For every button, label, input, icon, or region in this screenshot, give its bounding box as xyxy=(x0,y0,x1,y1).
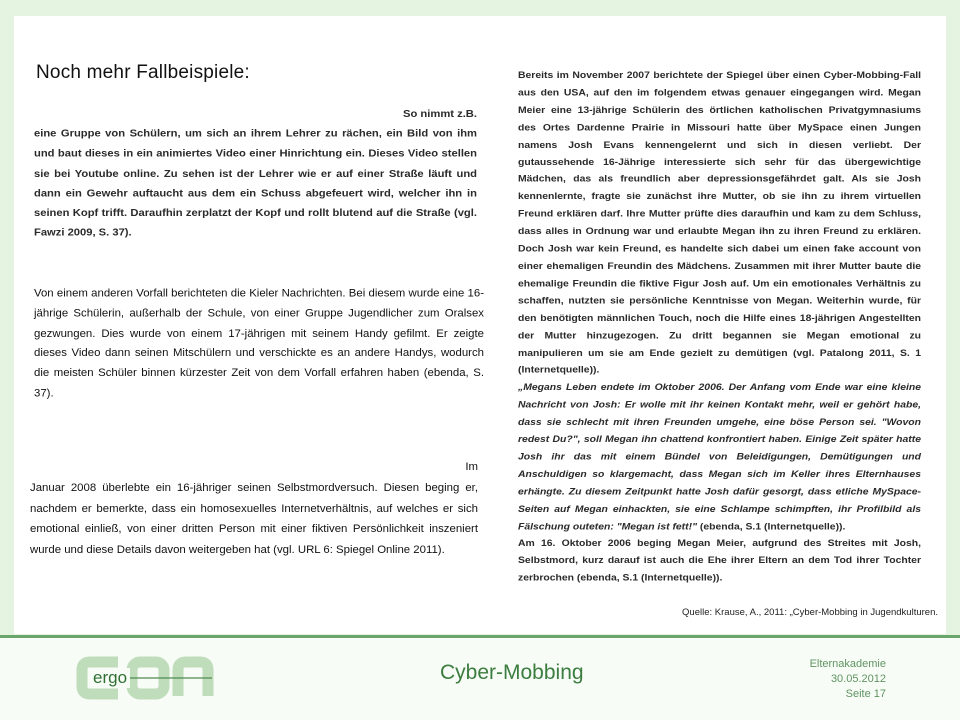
footer-date: 30.05.2012 xyxy=(830,673,886,685)
slide-title: Noch mehr Fallbeispiele: xyxy=(36,62,250,83)
ergo-con-logo xyxy=(76,650,216,706)
footer-meta xyxy=(810,657,886,702)
paragraph-3: Am 16. Oktober 2006 beging Megan Meier, aufgrund des Streites mit Josh, Selbstmord, kurz darauf ist auch die Ehe ihrer Eltern an dem Tod ihrer Tochter zerbrochen (ebenda, S.1 (Internetquelle)). xyxy=(518,538,921,584)
quote-italic: „Megans Leben endete im Oktober 2006. Der Anfang vom Ende war eine kleine Nachricht von Josh: Er wolle mit ihr keinen Kontakt mehr, weil er gehört habe, dass sie schlecht mit ihren Freunden umgehe, eine böse Person sei. "Wovon redest Du?", soll Megan ihn chattend konfrontiert haben. Einige Zeit später hatte Josh ihr das mit einem Bündel von Beleidigungen, Demütigungen und Anschuldigen so klargemacht, dass Megan sich im Keller ihres Elternhauses erhängte. Zu diesem Zeitpunkt hatte Josh dafür gesorgt, dass etliche MySpace-Seiten auf Megan einhackten, sie eine Schlampe schimpften, ihr Profilbild als Fälschung outeten: "Megan ist fett!" xyxy=(518,382,921,532)
source-citation: Quelle: Krause, A., 2011: „Cyber-Mobbing in Jugendkulturen. xyxy=(682,607,938,618)
case-text-kieler-nachrichten xyxy=(34,284,484,404)
case-text-suicide-attempt xyxy=(30,457,478,561)
footer-organization: Elternakademie xyxy=(809,658,886,670)
megan-meier-case-text xyxy=(518,68,921,588)
case-lead-text: Im xyxy=(465,461,478,473)
quote-citation: (ebenda, S.1 (Internetquelle)). xyxy=(699,521,846,532)
footer-page-number: Seite 17 xyxy=(845,688,886,700)
case-text-video-execution xyxy=(34,105,477,243)
case-body-text: eine Gruppe von Schülern, um sich an ihrem Lehrer zu rächen, ein Bild von ihm und baut dieses in ein animiertes Video einer Hinrichtung ein. Dieses Video stellen sie bei Youtube online. Zu sehen ist der Lehrer wie er auf einer Straße läuft und dann ein Gewehr auftaucht aus dem ein Schuss abgefeuert wird, welcher ihn in seinen Kopf trifft. Daraufhin zerplatzt der Kopf und rollt blutend auf die Straße (vgl. Fawzi 2009, S. 37). xyxy=(34,128,477,239)
footer-title: Cyber-Mobbing xyxy=(440,661,584,684)
case-lead-text: So nimmt z.B. xyxy=(403,108,477,120)
paragraph-2 xyxy=(518,380,921,536)
case-body-text: Von einem anderen Vorfall berichteten die Kieler Nachrichten. Bei diesem wurde eine 16-jährige Schülerin, außerhalb der Schule, von einer Gruppe Jugendlicher zum Oralsex gezwungen. Dies wurde von einem 17-jährigen mit seinem Handy gefilmt. Er zeigte dieses Video dann seinen Mitschülern und verschickte es an andere Handys, wodurch die meisten Schüler binnen kürzester Zeit von dem Vorfall erfahren haben (ebenda, S. 37). xyxy=(34,287,484,400)
case-body-text: Januar 2008 überlebte ein 16-jähriger seinen Selbstmordversuch. Diesen beging er, nachdem er bemerkte, dass ein homosexuelles Internetverhältnis, auf welches er sich emotional einließ, von einer dritten Person mit einer fiktiven Persönlichkeit inszeniert wurde und diese Details davon weitergeben hat (vgl. URL 6: Spiegel Online 2011). xyxy=(30,481,478,557)
paragraph-1: Bereits im November 2007 berichtete der Spiegel über einen Cyber-Mobbing-Fall aus den USA, auf den im folgendem etwas genauer eingegangen wird. Megan Meier eine 13-jährige Schülerin des örtlichen katholischen Privatgymnasiums des Ortes Dardenne Prairie in Missouri hatte über MySpace einen Jungen namens Josh Evans kennengelernt und sich in diesen verliebt. Der gutaussehende 16-Jährige interessierte sich sehr für das übergewichtige Mädchen, das als freundlich aber depressionsgefährdet galt. Als sie Josh kennenlernte, fragte sie zunächst ihre Mutter, ob sie ihn zu ihrem virtuellen Freund erklären darf. Ihre Mutter prüfte dies daraufhin und kam zu dem Schluss, dass alles in Ordnung war und erlaubte Megan ihn zu ihren Freund zu erklären. Doch Josh war kein Freund, es handelte sich dabei um einen fake account von einer ehemaligen Freundin des Mädchens. Zusammen mit ihrer Mutter baute die ehemalige Freundin die fiktive Figur Josh auf. Um ein emotionales Verhältnis zu schaffen, nutzten sie persönliche Kenntnisse von Megan. Weiterhin wurde, für den benötigten männlichen Touch, noch die Hilfe eines 18-jährigen Angestellten der Mutter hinzugezogen. Zu dritt begannen sie Megan emotional zu manipulieren um sie am Ende gezielt zu demütigen (vgl. Patalong 2011, S. 1 (Internetquelle)). xyxy=(518,70,921,376)
logo-text: ergo xyxy=(93,668,128,687)
